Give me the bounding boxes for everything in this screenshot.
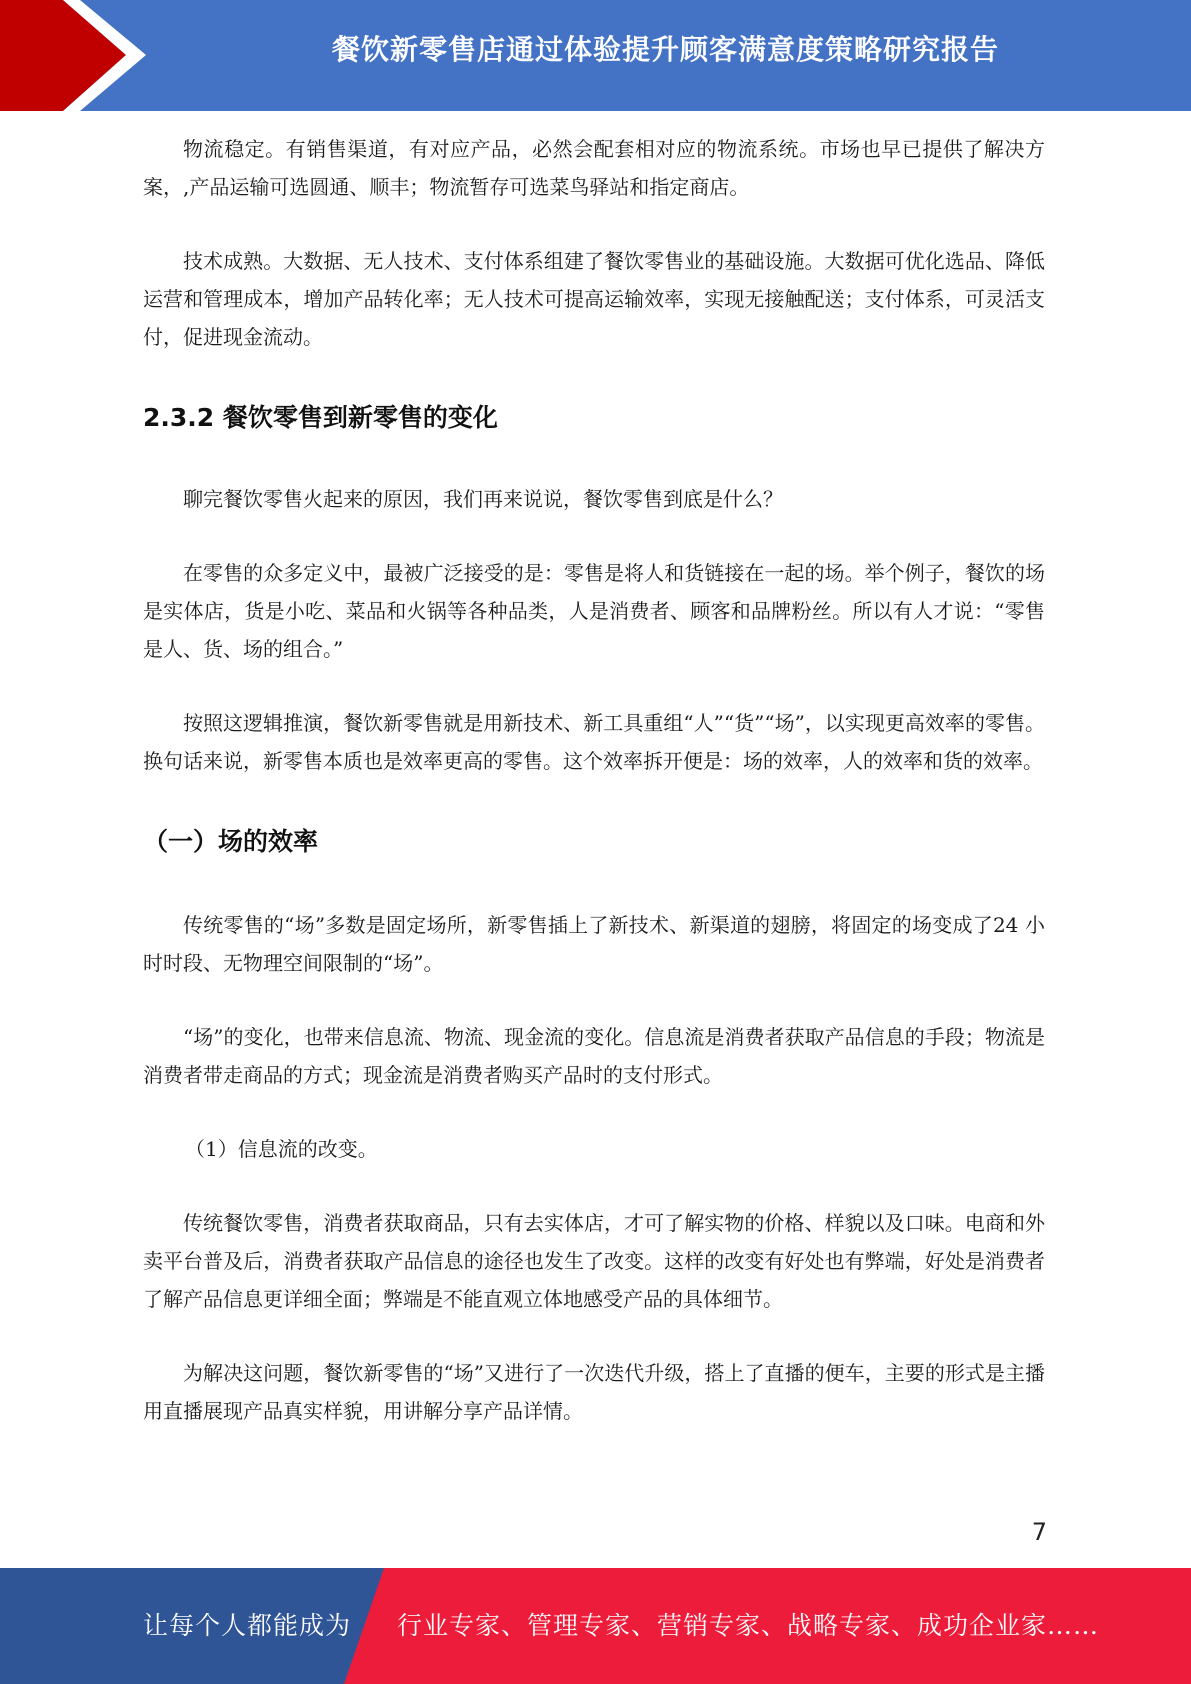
paragraph-livestream-solution: 为解决这问题，餐饮新零售的“场”又进行了一次迭代升级，搭上了直播的便车，主要的形式是主播用直播展现产品真实样貌，用讲解分享产品详情。	[143, 1361, 1045, 1423]
paragraph-traditional-catering: 传统餐饮零售，消费者获取商品，只有去实体店，才可了解实物的价格、样貌以及口味。电商和外卖平台普及后，消费者获取产品信息的途径也发生了改变。这样的改变有好处也有弊端，好处是消费者了解产品信息更详细全面；弊端是不能直观立体地感受产品的具体细节。	[143, 1211, 1045, 1311]
subsection-heading-place-efficiency: （一）场的效率	[143, 827, 319, 856]
document-title: 餐饮新零售店通过体验提升顾客满意度策略研究报告	[331, 33, 999, 66]
footer-slogan-right: 行业专家、管理专家、营销专家、战略专家、成功企业家……	[397, 1611, 1100, 1640]
footer-slogan-left: 让每个人都能成为	[143, 1611, 352, 1640]
chevron-decoration-icon	[0, 0, 150, 111]
paragraph-new-retail-logic: 按照这逻辑推演，餐饮新零售就是用新技术、新工具重组“人”“货”“场”，以实现更高效率的零售。换句话来说，新零售本质也是效率更高的零售。这个效率拆开便是：场的效率，人的效率和货的效率。	[143, 711, 1045, 773]
page-footer	[0, 1568, 1191, 1684]
paragraph-place-change: “场”的变化，也带来信息流、物流、现金流的变化。信息流是消费者获取产品信息的手段；物流是消费者带走商品的方式；现金流是消费者购买产品时的支付形式。	[143, 1025, 1045, 1087]
page-number: 7	[1031, 1518, 1047, 1546]
paragraph-logistics: 物流稳定。有销售渠道，有对应产品，必然会配套相对应的物流系统。市场也早已提供了解决方案，,产品运输可选圆通、顺丰；物流暂存可选菜鸟驿站和指定商店。	[143, 137, 1045, 199]
document-body	[143, 130, 1045, 1430]
paragraph-retail-definition: 在零售的众多定义中，最被广泛接受的是：零售是将人和货链接在一起的场。举个例子，餐饮的场是实体店，货是小吃、菜品和火锅等各种品类，人是消费者、顾客和品牌粉丝。所以有人才说：“零售是人、货、场的组合。”	[143, 561, 1045, 661]
paragraph-technology: 技术成熟。大数据、无人技术、支付体系组建了餐饮零售业的基础设施。大数据可优化选品、降低运营和管理成本，增加产品转化率；无人技术可提高运输效率，实现无接触配送；支付体系，可灵活支付，促进现金流动。	[143, 249, 1045, 349]
page-header	[0, 0, 1191, 111]
list-heading-information-flow: （1）信息流的改变。	[185, 1137, 378, 1161]
section-heading-2-3-2: 2.3.2 餐饮零售到新零售的变化	[143, 403, 498, 432]
paragraph-traditional-place: 传统零售的“场”多数是固定场所，新零售插上了新技术、新渠道的翅膀，将固定的场变成了24 小时时段、无物理空间限制的“场”。	[143, 913, 1045, 975]
paragraph-intro-question: 聊完餐饮零售火起来的原因，我们再来说说，餐饮零售到底是什么？	[183, 487, 783, 511]
